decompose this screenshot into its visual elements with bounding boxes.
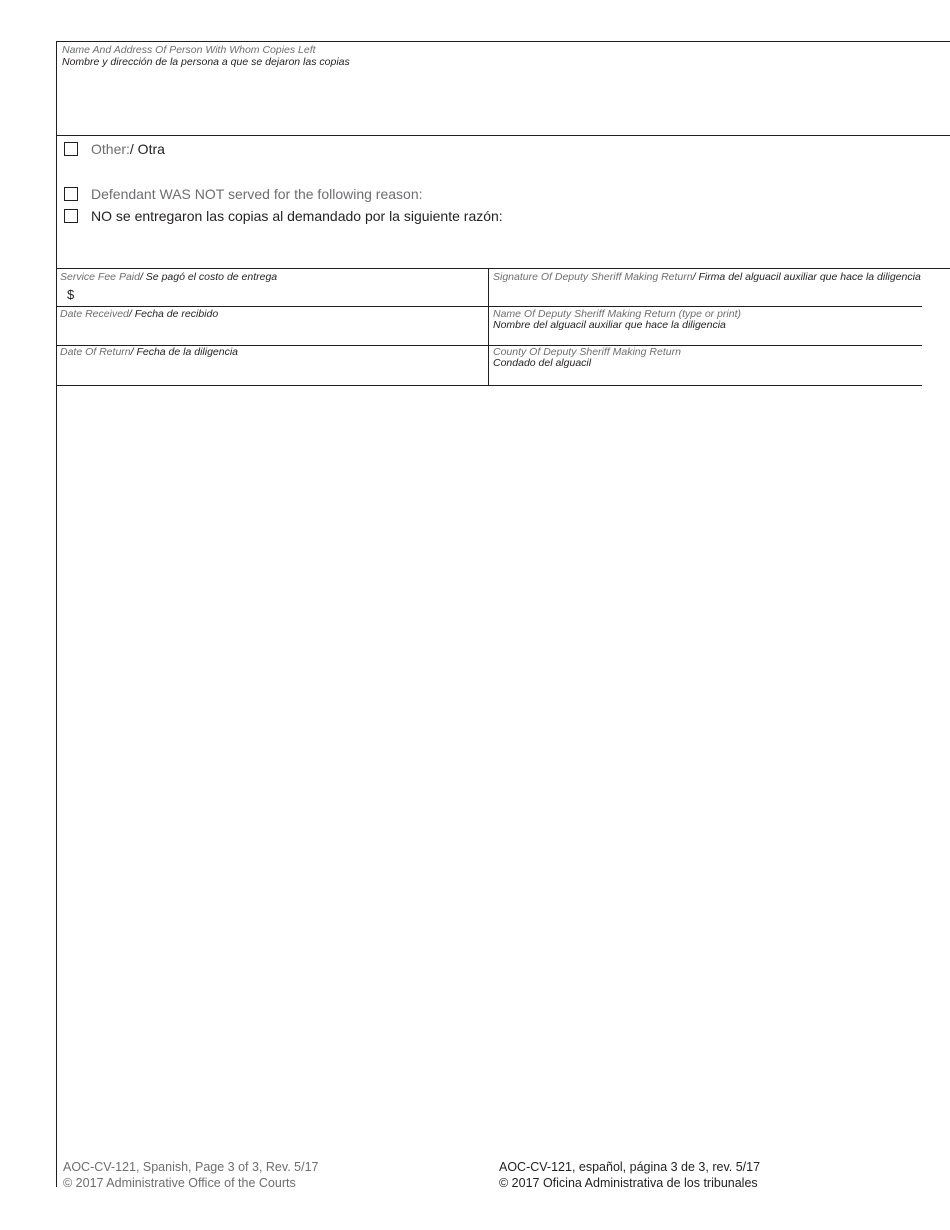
- other-label: [91, 141, 165, 157]
- not-served-label-en: Defendant WAS NOT served for the following reason:: [91, 186, 423, 202]
- name-deputy-label-es: Nombre del alguacil auxiliar que hace la diligencia: [493, 319, 726, 331]
- divider-row1: [56, 306, 922, 307]
- other-checkbox[interactable]: [64, 142, 78, 156]
- field-column-divider: [488, 268, 489, 385]
- date-return-label: [60, 347, 238, 358]
- name-deputy-label-en: Name Of Deputy Sheriff Making Return (type or print): [493, 308, 742, 320]
- address-label-es: Nombre y dirección de la persona a que se dejaron las copias: [62, 56, 350, 68]
- address-block: [62, 44, 350, 68]
- currency-symbol: $: [67, 287, 75, 302]
- footer-right-line2: © 2017 Oficina Administrativa de los tribunales: [499, 1175, 758, 1190]
- not-served-label-es: NO se entregaron las copias al demandado por la siguiente razón:: [91, 208, 503, 224]
- other-label-es: / Otra: [129, 141, 165, 157]
- not-served-option-es: [64, 208, 503, 224]
- signature-label-en: Signature Of Deputy Sheriff Making Return: [493, 271, 693, 283]
- date-received-label-es: / Fecha de recibido: [128, 308, 219, 320]
- county-label-en: County Of Deputy Sheriff Making Return: [493, 346, 681, 358]
- other-option: [64, 141, 165, 157]
- top-border: [56, 41, 950, 42]
- name-deputy-label: [493, 309, 741, 331]
- date-received-label-en: Date Received: [60, 308, 129, 320]
- footer-left-line1: AOC-CV-121, Spanish, Page 3 of 3, Rev. 5/17: [63, 1160, 319, 1174]
- signature-label-es: / Firma del alguacil auxiliar que hace la diligencia: [692, 271, 921, 283]
- footer-left: [63, 1160, 318, 1191]
- date-return-label-es: / Fecha de la diligencia: [130, 346, 239, 358]
- service-fee-label: [60, 272, 277, 283]
- county-label-es: Condado del alguacil: [493, 357, 592, 369]
- divider-before-fields: [56, 268, 950, 269]
- address-label-en: Name And Address Of Person With Whom Copies Left: [62, 44, 316, 56]
- signature-label: [493, 272, 921, 283]
- left-border: [56, 41, 57, 1187]
- divider-row3: [56, 385, 922, 386]
- not-served-option-en: [64, 186, 423, 202]
- footer-right: [499, 1160, 760, 1191]
- footer-right-line1: AOC-CV-121, español, página 3 de 3, rev. 5/17: [499, 1160, 761, 1174]
- not-served-checkbox-es[interactable]: [64, 209, 78, 223]
- date-received-label: [60, 309, 218, 320]
- other-label-en: Other:: [91, 141, 130, 157]
- divider-after-address: [56, 135, 950, 136]
- footer-left-line2: © 2017 Administrative Office of the Courts: [63, 1175, 296, 1190]
- service-fee-label-es: / Se pagó el costo de entrega: [139, 271, 278, 283]
- date-return-label-en: Date Of Return: [60, 346, 131, 358]
- service-fee-label-en: Service Fee Paid: [60, 271, 140, 283]
- county-label: [493, 347, 681, 369]
- not-served-checkbox-en[interactable]: [64, 187, 78, 201]
